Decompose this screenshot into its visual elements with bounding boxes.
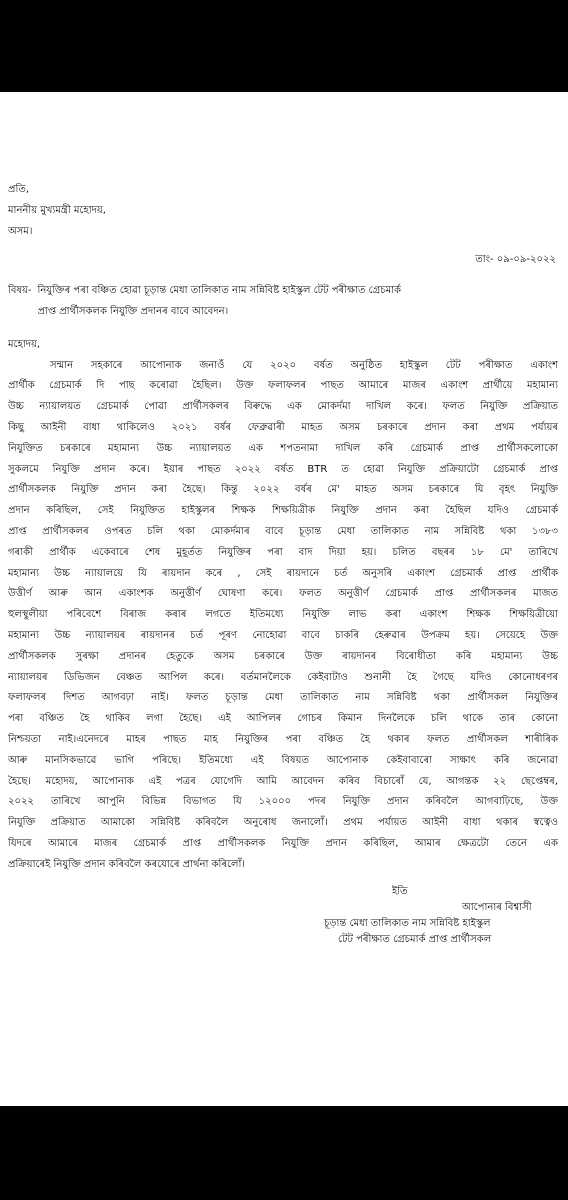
addressee-block <box>8 180 558 242</box>
body-line: হুলস্থুলীয়া পৰিবেশে বিৰাজ কৰাৰ লগতে ইতিমধ্যে নিযুক্তি লাভ কৰা একাংশ শিক্ষক শিক্ষয়িত্ৰীয়ো <box>8 609 558 621</box>
letter-body <box>8 356 558 876</box>
body-line: উত্তীৰ্ণ আৰু আন একাংশক অনুত্তীৰ্ণ ঘোষণা কৰে। ফলত অনুত্তীৰ্ণ গ্ৰেচমাৰ্ক প্ৰাপ্ত প্ৰাৰ্থীসকলৰ মাজত <box>8 588 558 600</box>
closing-line: ইতি <box>392 885 408 897</box>
signatory-line: চূড়ান্ত মেধা তালিকাত নাম সন্নিবিষ্ট হাইস্কুল <box>324 917 491 929</box>
body-line: নিশ্চয়তা নাই।এনেদৰে মাহৰ পাছত মাহ নিযুক্তিৰ পৰা বঞ্চিত হৈ থকাৰ ফলত প্ৰাৰ্থীসকল শাৰীৰিক <box>8 733 558 745</box>
addressee-line: মাননীয় মুখ্যমন্ত্ৰী মহোদয়, <box>8 204 106 216</box>
body-line: প্ৰাৰ্থীক গ্ৰেচমাৰ্ক দি পাছ কৰোৱা হৈছিল। উক্ত ফলাফলৰ পাছত আমাৰে মাজৰ একাংশ প্ৰাৰ্থীয়ে মহামান্য <box>8 380 558 392</box>
body-line: সন্মান সহকাৰে আপোনাক জনাওঁ যে ২০২০ বৰ্ষত অনুষ্ঠিত হাইস্কুল টেট পৰীক্ষাত একাংশ <box>50 359 558 371</box>
closing-line: আপোনাৰ বিশ্বাসী <box>462 901 532 913</box>
body-line: ফলাফলৰ দিশত আগবঢ়া নাই। ফলত চূড়ান্ত মেধা তালিকাত নাম সন্নিবিষ্ট থকা প্ৰাৰ্থীসকল নিযুক্তিৰ <box>8 692 558 704</box>
body-line: প্ৰাৰ্থীসকলক নিযুক্তি প্ৰদান কৰা হৈছে। কিন্তু ২০২২ বৰ্ষৰ মে' মাহত অসম চৰকাৰে যি বৃহৎ নিযুক্তি <box>8 484 558 496</box>
body-line: ন্যায়ালয়ৰ ডিভিজন বেঞ্চত আপিল কৰে। বৰ্তমানলৈকে কেইবাটাও শুনানী হৈ গৈছে যদিও কোনোধৰণৰ <box>8 671 558 683</box>
body-line: মহামান্য উচ্চ ন্যায়ালয়ে যি ৰায়দান কৰে , সেই ৰায়দানে চৰ্ত অনুসৰি একাংশ গ্ৰেচমাৰ্ক প্ৰাপ্ত প্ৰাৰ্থীক <box>8 567 558 579</box>
body-line: কিছু আইনী বাধা থাকিলেও ২০২১ বৰ্ষৰ ফেব্ৰুৱাৰী মাহত অসম চৰকাৰে প্ৰদান কৰা প্ৰথম পৰ্যায়ৰ <box>8 421 558 433</box>
body-line: প্ৰাপ্ত প্ৰাৰ্থীসকলৰ ওপৰত চলি থকা মোকৰ্দমাৰ বাবে চূড়ান্ত মেধা তালিকাত নাম সন্নিবিষ্ট থকা ১৩৮৩ <box>8 525 558 537</box>
subject-text <box>31 281 558 323</box>
subject-block <box>8 281 558 323</box>
subject-line: নিযুক্তিৰ পৰা বঞ্চিত হোৱা চূড়ান্ত মেধা তালিকাত নাম সন্নিবিষ্ট হাইস্কুল টেট পৰীক্ষাত গ্ৰেচমাৰ্ক <box>37 285 402 297</box>
addressee-line: অসম। <box>8 225 33 237</box>
body-line: মহামান্য উচ্চ ন্যায়ালয়ৰ ৰায়দানৰ চৰ্ত পূৰণ নোহোৱা বাবে চাকৰি হেৰুৱাৰ উপক্ৰম হয়। সেয়েহে উক্ত <box>8 629 558 641</box>
body-line: গৰাকী প্ৰাৰ্থীক একেবাৰে শেষ মুহূৰ্তত নিযুক্তিৰ পৰা বাদ দিয়া হয়। চলিত বছৰৰ ১৮ মে' তাৰিখে <box>8 546 558 558</box>
body-line: প্ৰাৰ্থীসকলক সুৰক্ষা প্ৰদানৰ হেতুকে অসম চৰকাৰে উক্ত ৰায়দানৰ বিৰোধীতা কৰি মহামান্য উচ্চ <box>8 650 558 662</box>
body-line: নিযুক্তিত চৰকাৰে মহামান্য উচ্চ ন্যায়ালয়ত এক শপতনামা দাখিল কৰি গ্ৰেচমাৰ্ক প্ৰাপ্ত প্ৰাৰ্থীসকলোকো <box>8 442 558 454</box>
salutation: মহোদয়, <box>8 338 41 350</box>
body-line: প্ৰদান কৰিছিল, সেই নিযুক্তিত হাইস্কুলৰ শিক্ষক শিক্ষয়িত্ৰীক নিযুক্তি প্ৰদান কৰা হৈছিল যদিও গ্ৰেচমাৰ্ক <box>8 505 558 517</box>
addressee-line: প্ৰতি, <box>8 184 30 195</box>
subject-label: বিষয়- <box>8 285 32 297</box>
body-line: যিদৰে আমাৰে মাজৰ গ্ৰেচমাৰ্ক প্ৰাপ্ত প্ৰাৰ্থীসকলক নিযুক্তি প্ৰদান কৰিছিল, আমাৰ ক্ষেত্ৰটো তেনে এক <box>8 837 558 849</box>
signatory-block <box>8 916 558 948</box>
letter-page <box>0 92 568 1106</box>
subject-line: প্ৰাপ্ত প্ৰাৰ্থীসকলক নিযুক্তি প্ৰদানৰ বাবে আবেদন। <box>37 305 229 317</box>
body-line: উচ্চ ন্যায়ালয়ত গ্ৰেচমাৰ্ক পোৱা প্ৰাৰ্থীসকলৰ বিৰুদ্ধে এক মোকৰ্দমা দাখিল কৰে। ফলত নিযুক্তি প্ৰক্ৰিয়াত <box>8 401 558 413</box>
body-line: আৰু মানসিকভাৱে ভাগি পৰিছে। ইতিমধ্যে এই বিষয়ত আপোনাক কেইবাবাৰো সাক্ষাৎ কৰি জনোৱা <box>8 754 558 766</box>
body-line: ২০২২ তাৰিখে আপুনি বিভিন্ন বিভাগত যি ১২০০০ পদৰ নিযুক্তি প্ৰদান কৰিবলৈ আগবাঢ়িছে, উক্ত <box>8 796 558 808</box>
body-line: হৈছে। মহোদয়, আপোনাক এই পত্ৰৰ যোগেদি আমি আবেদন কৰিব বিচাৰোঁ যে, আগন্তক ২২ ছেপ্তেম্বৰ, <box>8 775 558 787</box>
body-line: সুকলমে নিযুক্তি প্ৰদান কৰে। ইয়াৰ পাছত ২০২২ বৰ্ষত BTR ত হোৱা নিযুক্তি প্ৰক্ৰিয়াটো গ্ৰেচমাৰ্ক প্ৰাপ্ত <box>8 463 558 475</box>
body-line: নিযুক্তি প্ৰক্ৰিয়াত আমাকো সন্নিবিষ্ট কৰিবলৈ অনুৰোধ জনালোঁ। প্ৰথম পৰ্যায়ত আইনী বাধা থকাৰ স্বত্বেও <box>8 817 558 829</box>
body-line: প্ৰক্ৰিয়াৰেই নিযুক্তি প্ৰদান কৰিবলৈ কৰযোৰে প্ৰাৰ্থনা কৰিলোঁ। <box>8 858 245 870</box>
letter-date: তাং- ০৯-০৯-২০২২ <box>475 254 556 266</box>
closing-block <box>8 884 558 916</box>
signatory-line: টেট পৰীক্ষাত গ্ৰেচমাৰ্ক প্ৰাপ্ত প্ৰাৰ্থীসকল <box>338 933 492 945</box>
body-line: পৰা বঞ্চিত হৈ থাকিব লগা হৈছে। এই আপিলৰ গোচৰ কিমান দিনলৈকে চলি থাকে তাৰ কোনো <box>8 713 558 725</box>
